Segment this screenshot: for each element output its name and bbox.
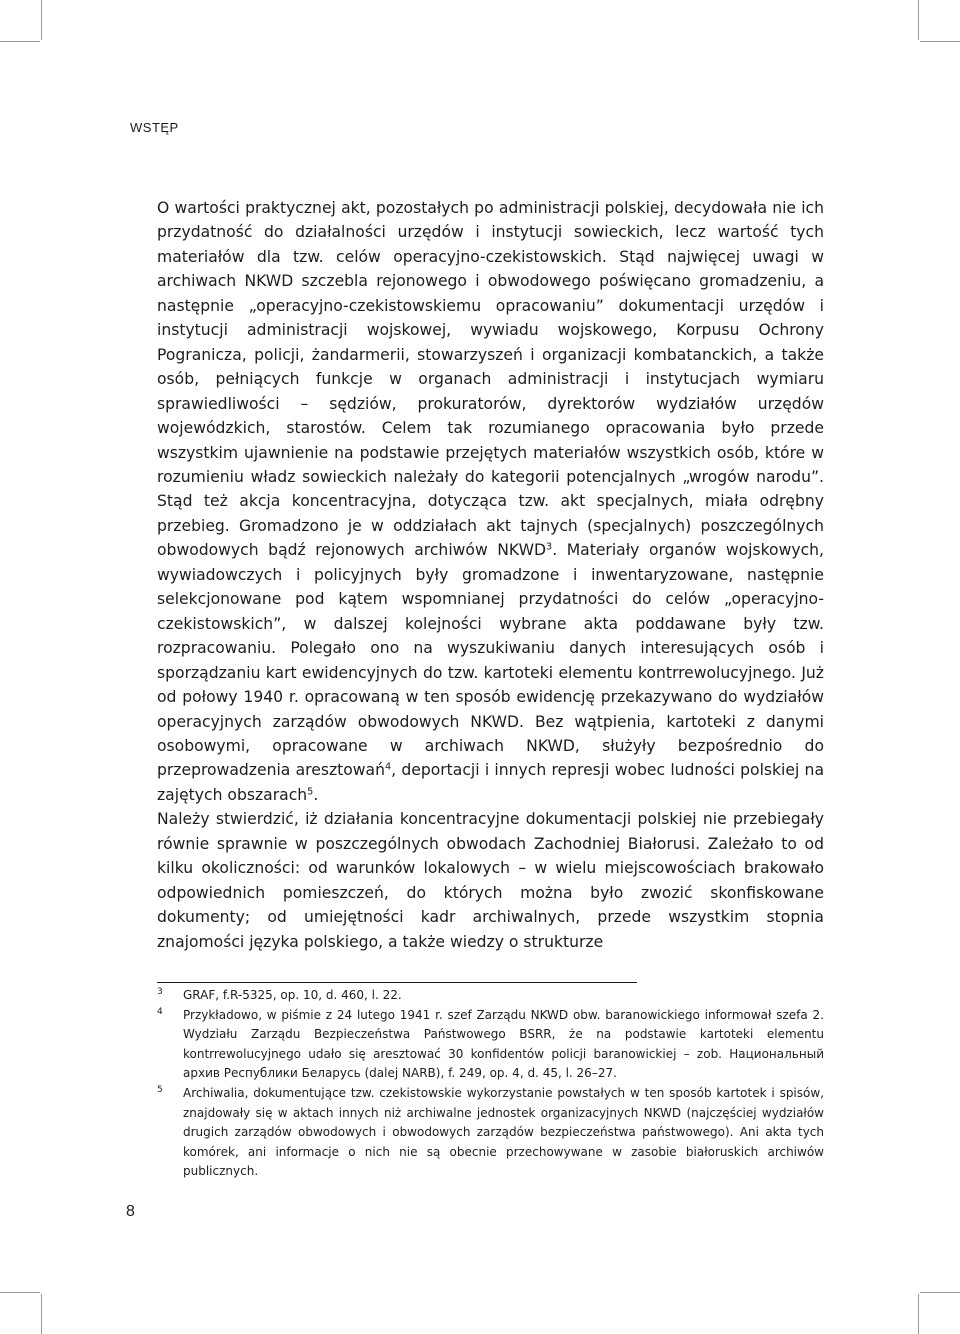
body-text bbox=[157, 196, 824, 954]
footnote-number: 5 bbox=[157, 1084, 163, 1095]
footnote-number: 3 bbox=[157, 987, 163, 997]
page-number: 8 bbox=[126, 1203, 135, 1220]
paragraph-1-text: O wartości praktycznej akt, pozostałych po administracji polskiej, decydowała nie ich przydatność do działalności urzędów i instytucji sowieckich, lecz wartość tych materiałów dla tzw. celów operacyjno-czekistowskich. Stąd najwięcej uwagi w archiwach NKWD szczebla rejonowego i obwodowego poświęcano gromadzeniu, a następnie „operacyjno-czekistowskiemu opracowaniu” dokumentacji urzędów i instytucji administracji wojskowej, wywiadu wojskowego, Korpusu Ochrony Pogranicza, policji, żandarmerii, stowarzyszeń i organizacji kombatanckich, a także osób, pełniących funkcje w organach administracji i instytucjach wymiaru sprawiedliwości – sędziów, prokuratorów, dyrektorów wydziałów urzędów wojewódzkich, starostów. Celem tak rozumianego opracowania było przede wszystkim ujawnienie na podstawie przejętych materiałów wszystkich osób, które w rozumieniu władz sowieckich należały do kategorii potencjalnych „wrogów narodu”. Stąd też akcja koncentracyjna, dotycząca tzw. akt specjalnych, miała odrębny przebieg. Gromadzono je w oddziałach akt tajnych (specjalnych) poszczególnych obwodowych bądź rejonowych archiwów NKWD bbox=[157, 199, 824, 560]
crop-mark-top-left bbox=[41, 0, 42, 40]
footnote-4 bbox=[157, 1006, 824, 1084]
footnote-ref-4[interactable]: 4 bbox=[384, 762, 392, 774]
footnotes bbox=[157, 986, 824, 1182]
footnote-number: 4 bbox=[157, 1006, 163, 1017]
footnote-text: Przykładowo, w piśmie z 24 lutego 1941 r. szef Zarządu NKWD obw. baranowickiego informował szefa 2. Wydziału Zarządu Bezpieczeństwa Państwowego BSRR, że na podstawie kartoteki elementu kontrrewolucyjnego udało się aresztować 30 konfidentów policji baranowickiej – zob. Национальный архив Республики Беларусь (dalej NARB), f. 249, op. 4, d. 45, l. 26–27. bbox=[183, 1007, 824, 1081]
footnote-separator bbox=[157, 982, 637, 983]
crop-mark-top-right bbox=[918, 0, 919, 40]
running-head: WSTĘP bbox=[130, 120, 179, 135]
paragraph-1-text-3: , deportacji i innych represji wobec ludności polskiej na zajętych obszarach bbox=[157, 761, 825, 804]
crop-mark-left-bottom bbox=[0, 1292, 40, 1293]
crop-mark-bottom-left bbox=[41, 1294, 42, 1334]
crop-mark-right-top bbox=[920, 41, 960, 42]
paragraph-1-text-2: . Materiały organów wojskowych, wywiadowczych i policyjnych były gromadzone i inwentaryzowane, następnie selekcjonowane pod kątem wspomnianej przydatności do celów „operacyjno-czekistowskich”, w dalszej kolejności wybrane akta poddawane były tzw. rozpracowaniu. Polegało ono na wyszukiwaniu danych interesujących osób i sporządzaniu kart ewidencyjnych do tzw. kartoteki elementu kontrrewolucyjnego. Już od połowy 1940 r. opracowaną w ten sposób ewidencję przekazywano do wydziałów operacyjnych zarządów obwodowych NKWD. Bez wątpienia, kartoteki z danymi osobowymi, opracowane w archiwach NKWD, służyły bezpośrednio do przeprowadzenia aresztowań bbox=[157, 541, 824, 780]
footnote-text: Archiwalia, dokumentujące tzw. czekistowskie wykorzystanie powstałych w ten sposób kartotek i spisów, znajdowały się w aktach innych niż archiwalne jednostek organizacyjnych NKWD (najczęściej wydziałów drugich zarządów obwodowych i obwodowych zarządów bezpieczeństwa państwowego). Ani akta tych komórek, ani informacje o nich nie są obecnie przechowywane w zasobie białoruskich archiwów publicznych. bbox=[183, 1085, 824, 1179]
crop-mark-left-top bbox=[0, 41, 40, 42]
footnote-3 bbox=[157, 986, 824, 1006]
footnote-ref-3[interactable]: 3 bbox=[546, 542, 553, 554]
paragraph-2-text: Należy stwierdzić, iż działania koncentracyjne dokumentacji polskiej nie przebiegały równie sprawnie w poszczególnych obwodach Zachodniej Białorusi. Zależało to od kilku okoliczności: od warunków lokalowych – w wielu miejscowościach brakowało odpowiednich pomieszczeń, do których można było zwozić skonfiskowane dokumenty; od umiejętności kadr archiwalnych, przede wszystkim stopnia znajomości języka polskiego, a także wiedzy o strukturze bbox=[157, 810, 824, 951]
crop-mark-bottom-right bbox=[918, 1294, 919, 1334]
footnote-5 bbox=[157, 1084, 824, 1182]
footnote-ref-5[interactable]: 5 bbox=[307, 786, 314, 798]
footnote-text: GRAF, f.R-5325, op. 10, d. 460, l. 22. bbox=[183, 988, 402, 1002]
crop-mark-right-bottom bbox=[920, 1292, 960, 1293]
paragraph-2 bbox=[157, 807, 824, 954]
paragraph-1-text-4: . bbox=[313, 785, 319, 804]
paragraph-1 bbox=[157, 196, 824, 807]
